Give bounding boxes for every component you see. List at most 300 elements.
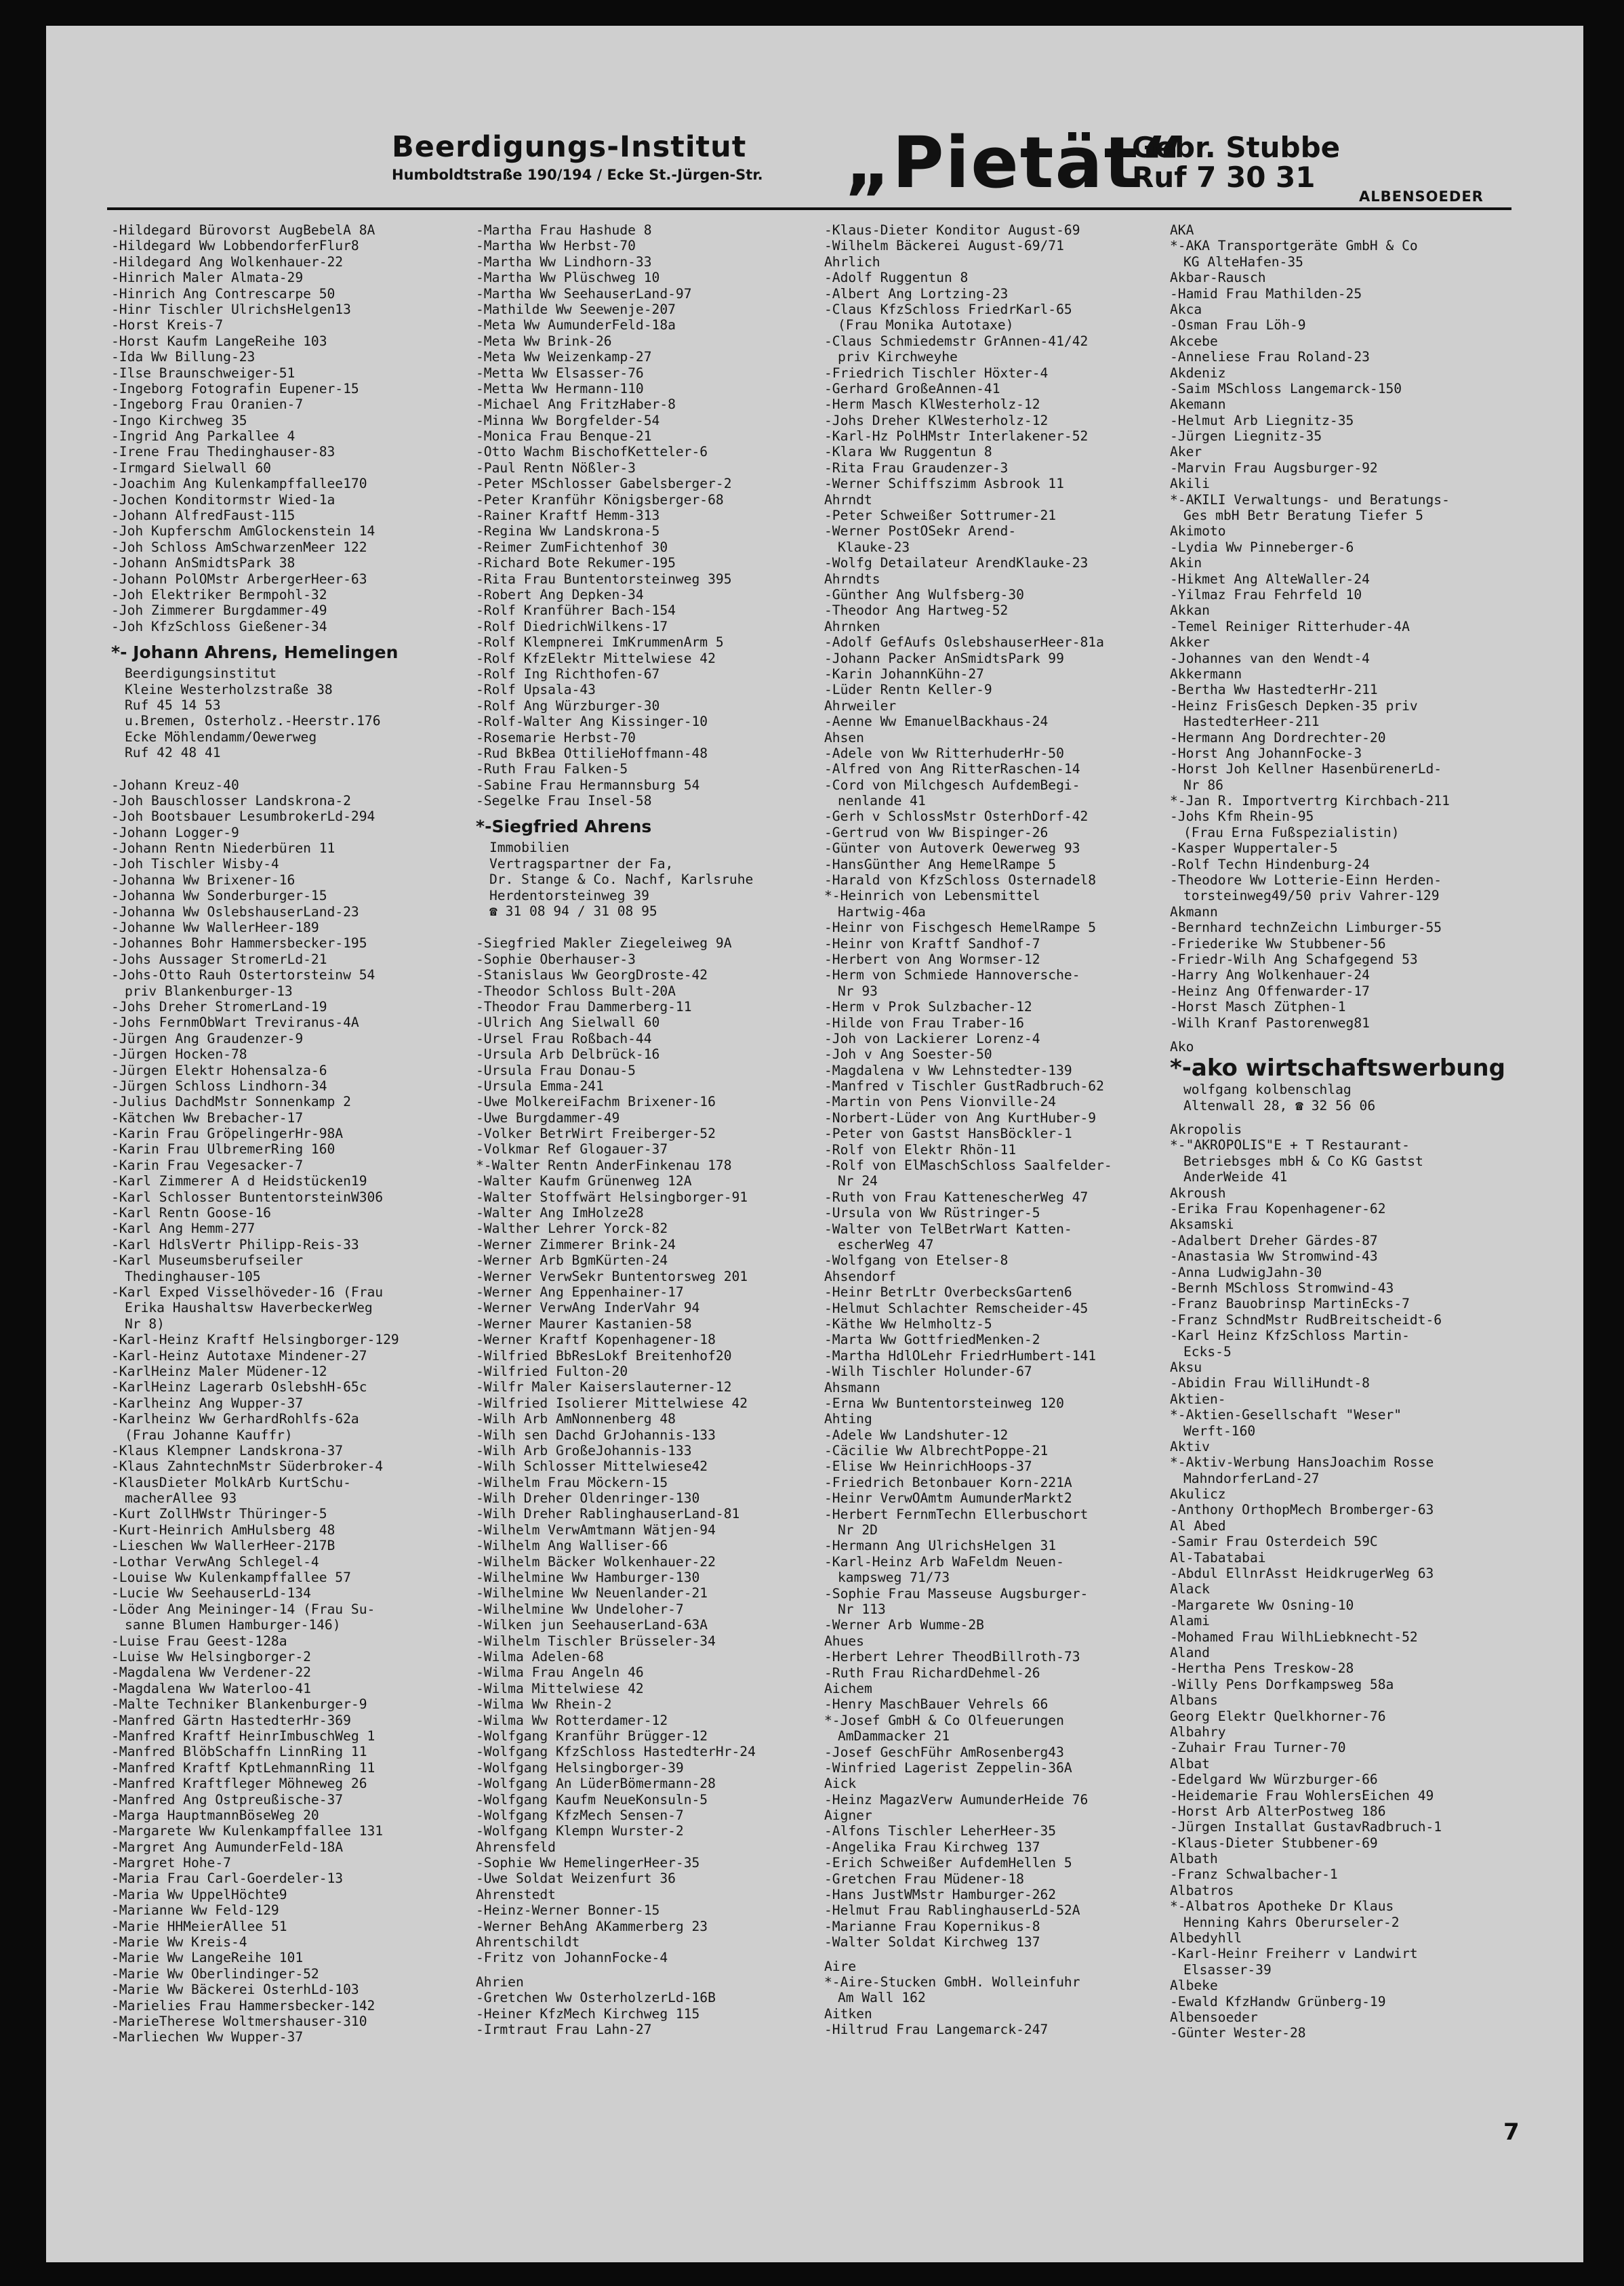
directory-entry: -Abidin Frau WilliHundt-8	[1170, 1375, 1370, 1391]
directory-entry: -Jürgen Elektr Hohensalza-6	[111, 1062, 327, 1078]
surname-heading: AKA	[1170, 222, 1194, 238]
directory-entry: -Anastasia Ww Stromwind-43	[1170, 1248, 1378, 1265]
directory-entry: -Wilhelm Bäckerei August-69/71	[824, 238, 1064, 254]
surname-heading: Aitken	[824, 2005, 872, 2022]
directory-entry: -Walther Lehrer Yorck-82	[476, 1221, 668, 1237]
directory-entry: -Adele Ww Landshuter-12	[824, 1427, 1009, 1443]
directory-entry: -Manfred Ang Ostpreußische-37	[111, 1791, 344, 1808]
surname-heading: Ahrien	[476, 1974, 524, 1990]
directory-entry: -Wilhelmine Ww Undeloher-7	[476, 1601, 684, 1617]
directory-entry: -Ingeborg Frau Oranien-7	[111, 396, 304, 413]
directory-entry: -Hinrich Ang Contrescarpe 50	[111, 285, 336, 302]
directory-entry: *-"AKROPOLIS"E + T Restaurant-	[1170, 1137, 1410, 1154]
directory-entry: -Joh Schloss AmSchwarzenMeer 122	[111, 539, 367, 555]
directory-entry: -Bernhard technZeichn Limburger-55	[1170, 920, 1442, 936]
surname-heading: Albath	[1170, 1851, 1218, 1867]
directory-entry: -Marvin Frau Augsburger-92	[1170, 460, 1378, 476]
surname-heading: Aire	[824, 1958, 857, 1974]
directory-entry: -Herbert von Ang Wormser-12	[824, 951, 1040, 967]
surname-heading: Ahsendorf	[824, 1268, 897, 1284]
entry-continuation: Nr 113	[838, 1601, 886, 1617]
directory-column-1	[111, 222, 450, 2045]
directory-entry: -Wilhelmine Ww Neuenlander-21	[476, 1585, 708, 1601]
owner-block	[1132, 131, 1341, 195]
directory-entry: -Günter von Autoverk Oewerweg 93	[824, 840, 1080, 857]
surname-heading: Ahsmann	[824, 1379, 880, 1395]
directory-entry: -Rita Frau Buntentorsteinweg 395	[476, 571, 732, 587]
directory-entry: -Johanna Ww Brixener-16	[111, 872, 296, 888]
directory-entry: -Ingo Kirchweg 35	[111, 412, 247, 428]
directory-entry: -Hinrich Maler Almata-29	[111, 270, 304, 286]
directory-entry: -Marielies Frau Hammersbecker-142	[111, 1997, 375, 2014]
surname-heading: Ahrlich	[824, 253, 880, 270]
spacer	[476, 919, 815, 927]
directory-entry: -Willy Pens Dorfkampsweg 58a	[1170, 1676, 1394, 1692]
directory-entry: -Marta Ww GottfriedMenken-2	[824, 1332, 1040, 1348]
directory-entry: -Anthony OrthopMech Bromberger-63	[1170, 1502, 1434, 1518]
directory-entry: -Hildegard Ang Wolkenhauer-22	[111, 253, 344, 270]
directory-entry: -Malte Techniker Blankenburger-9	[111, 1696, 367, 1713]
directory-entry: -Hildegard Bürovorst AugBebelA 8A	[111, 222, 375, 238]
entry-continuation: Ecke Möhlendamm/Oewerweg	[125, 729, 317, 745]
directory-entry: -Joh KfzSchloss Gießener-34	[111, 618, 327, 634]
directory-entry: -Herm von Schmiede Hannoversche-	[824, 967, 1080, 983]
directory-entry: -Osman Frau Löh-9	[1170, 317, 1306, 333]
directory-entry: -Michael Ang FritzHaber-8	[476, 396, 676, 413]
directory-entry: -Adalbert Dreher Gärdes-87	[1170, 1232, 1378, 1248]
directory-entry: -Ursula Frau Donau-5	[476, 1062, 636, 1078]
spacer	[111, 761, 450, 769]
directory-entry: -Wilma Frau Angeln 46	[476, 1665, 644, 1681]
directory-entry: -Helmut Schlachter Remscheider-45	[824, 1300, 1089, 1316]
directory-entry: -Karl Ang Hemm-277	[111, 1221, 256, 1237]
directory-entry: -Wolfgang Klempn Wurster-2	[476, 1823, 684, 1839]
directory-entry: -Peter Kranführ Königsberger-68	[476, 491, 724, 508]
directory-entry: -Norbert-Lüder von Ang KurtHuber-9	[824, 1109, 1097, 1126]
surname-heading: Alami	[1170, 1613, 1210, 1629]
directory-entry: -Kasper Wuppertaler-5	[1170, 840, 1338, 857]
directory-entry: -Abdul EllnrAsst HeidkrugerWeg 63	[1170, 1566, 1434, 1582]
entry-continuation: Nr 8)	[125, 1315, 165, 1332]
entry-continuation: Nr 2D	[838, 1522, 878, 1538]
directory-entry: -Cord von Milchgesch AufdemBegi-	[824, 777, 1080, 793]
entry-continuation: Werft-160	[1183, 1423, 1256, 1439]
directory-entry: -Günther Ang Wulfsberg-30	[824, 586, 1024, 603]
directory-entry: -Heinz FrisGesch Depken-35 priv	[1170, 697, 1418, 714]
directory-entry: -Peter Schweißer Sottrumer-21	[824, 508, 1057, 524]
directory-entry: -Harald von KfzSchloss Osternadel8	[824, 872, 1097, 889]
directory-entry: -Anneliese Frau Roland-23	[1170, 349, 1370, 365]
directory-entry: -Josef GeschFühr AmRosenberg43	[824, 1744, 1064, 1760]
directory-entry: -Wilfried BbResLokf Breitenhof20	[476, 1347, 732, 1364]
directory-entry: -Hilde von Frau Traber-16	[824, 1015, 1024, 1031]
directory-entry: -Klara Ww Ruggentun 8	[824, 444, 992, 460]
directory-entry: -Klaus Klempner Landskrona-37	[111, 1442, 344, 1458]
directory-entry: -Hildegard Ww LobbendorferFlur8	[111, 238, 359, 254]
directory-entry: -Metta Ww Elsasser-76	[476, 365, 644, 381]
directory-entry: -Erna Ww Buntentorsteinweg 120	[824, 1395, 1064, 1411]
directory-entry: -Gretchen Frau Müdener-18	[824, 1871, 1024, 1887]
owner-phone: Ruf 7 30 31	[1132, 161, 1316, 195]
directory-entry: -Martha HdlOLehr FriedrHumbert-141	[824, 1347, 1097, 1364]
directory-entry: -Siegfried Makler Ziegeleiweg 9A	[476, 935, 732, 952]
directory-entry: -Werner Schiffszimm Asbrook 11	[824, 476, 1064, 492]
directory-entry: -Uwe MolkereiFachm Brixener-16	[476, 1094, 716, 1110]
directory-entry: -Manfred v Tischler GustRadbruch-62	[824, 1078, 1104, 1095]
directory-entry: -Martha Ww SeehauserLand-97	[476, 285, 692, 302]
directory-entry: -Henry MaschBauer Vehrels 66	[824, 1696, 1049, 1713]
surname-heading: Akroush	[1170, 1185, 1226, 1201]
directory-entry: -Rolf von ElMaschSchloss Saalfelder-	[824, 1158, 1112, 1174]
directory-entry: -Heinr VerwOAmtm AumunderMarkt2	[824, 1490, 1072, 1507]
directory-entry: -Irmtraut Frau Lahn-27	[476, 2021, 652, 2037]
directory-entry: -Gerhard GroßeAnnen-41	[824, 380, 1000, 396]
surname-heading: Ahrensfeld	[476, 1839, 556, 1855]
directory-entry: -Wilma Mittelwiese 42	[476, 1680, 644, 1696]
directory-entry: -Ilse Braunschweiger-51	[111, 365, 296, 381]
directory-entry: -HansGünther Ang HemelRampe 5	[824, 856, 1057, 872]
surname-heading: Akkermann	[1170, 666, 1242, 682]
advertisement-name: *-ako wirtschaftswerbung	[1170, 1055, 1505, 1082]
directory-entry: -Wilhelmine Ww Hamburger-130	[476, 1570, 700, 1586]
surname-heading: Ahrndts	[824, 571, 880, 587]
directory-entry: -Wilh sen Dachd GrJohannis-133	[476, 1427, 716, 1443]
directory-entry: -Adolf Ruggentun 8	[824, 270, 969, 286]
directory-entry: -Werner Arb Wumme-2B	[824, 1617, 984, 1633]
directory-entry: *-Aktien-Gesellschaft "Weser"	[1170, 1407, 1402, 1423]
spacer	[1170, 1031, 1509, 1039]
directory-entry: -Ruth von Frau KattenescherWeg 47	[824, 1189, 1089, 1205]
entry-continuation: Nr 93	[838, 983, 878, 999]
directory-entry: -Rolf Kranführer Bach-154	[476, 603, 676, 619]
surname-heading: Ahsen	[824, 729, 864, 746]
directory-entry: -Rolf DiedrichWilkens-17	[476, 618, 668, 634]
entry-continuation: AnderWeide 41	[1183, 1169, 1288, 1185]
entry-continuation: torsteinweg49/50 priv Vahrer-129	[1183, 888, 1440, 904]
directory-entry: -Joh v Ang Soester-50	[824, 1046, 992, 1063]
directory-entry: -Karin Frau Vegesacker-7	[111, 1157, 304, 1173]
directory-entry: -Meta Ww Brink-26	[476, 333, 612, 349]
entry-continuation: u.Bremen, Osterholz.-Heerstr.176	[125, 713, 381, 729]
directory-entry: -Wilma Ww Rhein-2	[476, 1696, 612, 1713]
directory-entry: -Franz Schwalbacher-1	[1170, 1866, 1338, 1883]
directory-entry: -Wilh Schlosser Mittelwiese42	[476, 1458, 708, 1475]
directory-entry: -Gertrud von Ww Bispinger-26	[824, 824, 1049, 840]
directory-entry: -Wilma Ww Rotterdamer-12	[476, 1712, 668, 1728]
entry-continuation: wolfgang kolbenschlag	[1183, 1082, 1352, 1098]
directory-entry: -Ruth Frau RichardDehmel-26	[824, 1665, 1040, 1681]
directory-entry: -Wilh Dreher Oldenringer-130	[476, 1490, 700, 1507]
directory-entry: -Horst Masch Zütphen-1	[1170, 999, 1346, 1015]
directory-entry: -Ingeborg Fotografin Eupener-15	[111, 380, 359, 396]
directory-entry: -Jürgen Ang Graudenzer-9	[111, 1030, 304, 1046]
surname-heading: Akili	[1170, 476, 1210, 492]
directory-entry: -Theodor Ang Hartweg-52	[824, 603, 1009, 619]
directory-entry: -Johann Rentn Niederbüren 11	[111, 840, 336, 857]
directory-entry: -Ursula Emma-241	[476, 1078, 604, 1094]
surname-heading: Akimoto	[1170, 523, 1226, 539]
directory-entry: -Theodor Schloss Bult-20A	[476, 983, 676, 999]
directory-entry: -Harry Ang Wolkenhauer-24	[1170, 967, 1370, 983]
directory-entry: -Zuhair Frau Turner-70	[1170, 1740, 1346, 1756]
surname-heading: Akulicz	[1170, 1486, 1226, 1503]
directory-entry: -Minna Ww Borgfelder-54	[476, 412, 660, 428]
spacer	[476, 809, 815, 817]
directory-entry: -Johann Packer AnSmidtsPark 99	[824, 650, 1064, 666]
entry-continuation: Herdentorsteinweg 39	[489, 887, 649, 903]
directory-entry: -Heinz-Werner Bonner-15	[476, 1902, 660, 1919]
surname-heading: Ahrndt	[824, 491, 872, 508]
directory-entry: -Herm v Prok Sulzbacher-12	[824, 999, 1032, 1015]
directory-entry: -Kurt ZollHWstr Thüringer-5	[111, 1506, 327, 1522]
advertisement-name: *-Siegfried Ahrens	[476, 817, 652, 837]
directory-entry: -Marliechen Ww Wupper-37	[111, 2029, 304, 2045]
directory-entry: -Joachim Ang Kulenkampffallee170	[111, 476, 367, 492]
directory-entry: -Lothar VerwAng Schlegel-4	[111, 1553, 319, 1570]
directory-entry: -Heinr von Kraftf Sandhof-7	[824, 935, 1040, 952]
directory-entry: -Johs Dreher KlWesterholz-12	[824, 412, 1049, 428]
directory-entry: -Martha Ww Plüschweg 10	[476, 270, 660, 286]
directory-entry: -Wilh Arb GroßeJohannis-133	[476, 1442, 692, 1458]
directory-entry: -Johanna Ww OslebshauserLand-23	[111, 903, 359, 920]
directory-entry: -Volkmar Ref Glogauer-37	[476, 1141, 668, 1158]
directory-entry: -Wilfr Maler Kaiserslauterner-12	[476, 1379, 732, 1395]
surname-heading: Ahrentschildt	[476, 1934, 580, 1951]
directory-entry: -Heinz MagazVerw AumunderHeide 76	[824, 1791, 1089, 1808]
directory-entry: -Karin Frau GröpelingerHr-98A	[111, 1126, 344, 1142]
directory-entry: -Herm Masch KlWesterholz-12	[824, 396, 1040, 413]
directory-entry: -Wilhelm Bäcker Wolkenhauer-22	[476, 1553, 716, 1570]
advertisement-name: *- Johann Ahrens, Hemelingen	[111, 642, 399, 663]
directory-entry: -Wilken jun SeehauserLand-63A	[476, 1617, 708, 1633]
directory-entry: -Lucie Ww SeehauserLd-134	[111, 1585, 311, 1601]
directory-entry: -Bernh MSchloss Stromwind-43	[1170, 1280, 1394, 1296]
directory-entry: -Kurt-Heinrich AmHulsberg 48	[111, 1522, 336, 1538]
entry-continuation: escherWeg 47	[838, 1237, 934, 1252]
directory-entry: -Wolfgang Kranführ Brügger-12	[476, 1728, 708, 1744]
entry-continuation: Dr. Stange & Co. Nachf, Karlsruhe	[489, 872, 754, 888]
directory-entry: -Maria Frau Carl-Goerdeler-13	[111, 1871, 344, 1887]
directory-entry: -Stanislaus Ww GeorgDroste-42	[476, 967, 708, 983]
surname-heading: Aland	[1170, 1644, 1210, 1660]
surname-heading: Albeke	[1170, 1978, 1218, 1994]
directory-entry: -Edelgard Ww Würzburger-66	[1170, 1772, 1378, 1788]
directory-entry: -Saim MSchloss Langemarck-150	[1170, 380, 1402, 396]
spacer	[111, 634, 450, 642]
directory-entry: -Margret Ang AumunderFeld-18A	[111, 1839, 344, 1855]
directory-entry: -Adolf GefAufs OslebshauserHeer-81a	[824, 634, 1104, 651]
surname-heading: Ahting	[824, 1411, 872, 1427]
directory-entry: -Lydia Ww Pinneberger-6	[1170, 539, 1354, 555]
directory-entry: -Gerh v SchlossMstr OsterhDorf-42	[824, 809, 1089, 825]
surname-heading: Akin	[1170, 555, 1202, 571]
directory-entry: -Hikmet Ang AlteWaller-24	[1170, 571, 1370, 587]
directory-entry: -Johannes Bohr Hammersbecker-195	[111, 935, 367, 952]
directory-entry: -Wilfried Fulton-20	[476, 1363, 628, 1379]
directory-entry: -Margarete Ww Osning-10	[1170, 1597, 1354, 1613]
surname-heading: Georg Elektr Quelkhorner-76	[1170, 1708, 1386, 1724]
directory-entry: -Manfred Kraftf KptLehmannRing 11	[111, 1759, 375, 1776]
directory-entry: -Werner VerwSekr Buntentorsweg 201	[476, 1268, 748, 1284]
surname-heading: Aigner	[824, 1808, 872, 1824]
directory-entry: -Bertha Ww HastedterHr-211	[1170, 682, 1378, 698]
directory-entry: -Käthe Ww Helmholtz-5	[824, 1315, 992, 1332]
surname-heading: Aick	[824, 1776, 857, 1792]
directory-entry: -Volker BetrWirt Freiberger-52	[476, 1126, 716, 1142]
directory-entry: -Albert Ang Lortzing-23	[824, 285, 1009, 302]
directory-entry: *-Walter Rentn AnderFinkenau 178	[476, 1157, 732, 1173]
directory-entry: -Johann AlfredFaust-115	[111, 508, 296, 524]
directory-entry: -Sophie Ww HemelingerHeer-35	[476, 1855, 700, 1871]
page-number: 7	[1503, 2119, 1520, 2146]
directory-entry: -Wilma Adelen-68	[476, 1648, 604, 1665]
directory-entry: -Karl Schlosser BuntentorsteinW306	[111, 1189, 384, 1205]
surname-heading: Aksamski	[1170, 1217, 1234, 1233]
directory-entry: -Jürgen Schloss Lindhorn-34	[111, 1078, 327, 1094]
directory-entry: -Erich Schweißer AufdemHellen 5	[824, 1855, 1072, 1871]
directory-entry: -Meta Ww AumunderFeld-18a	[476, 317, 676, 333]
entry-continuation: Nr 24	[838, 1173, 878, 1189]
directory-entry: -Herbert FernmTechn Ellerbuschort	[824, 1506, 1089, 1522]
entry-continuation: Elsasser-39	[1183, 1961, 1272, 1978]
surname-heading: Ahrweiler	[824, 697, 897, 714]
entry-continuation: Am Wall 162	[838, 1990, 926, 2006]
surname-heading: Akcebe	[1170, 333, 1218, 349]
directory-entry: -Karl Rentn Goose-16	[111, 1205, 271, 1221]
spacer	[1170, 1114, 1509, 1122]
directory-entry: -Werner Maurer Kastanien-58	[476, 1315, 692, 1332]
directory-entry: -Winfried Lagerist Zeppelin-36A	[824, 1759, 1072, 1776]
directory-entry: -Marianne Frau Kopernikus-8	[824, 1918, 1040, 1934]
directory-entry: -Karl Exped Visselhöveder-16 (Frau	[111, 1284, 384, 1300]
directory-entry: -Adele von Ww RitterhuderHr-50	[824, 745, 1064, 761]
directory-entry: -Monica Frau Benque-21	[476, 428, 652, 445]
entry-continuation: kampsweg 71/73	[838, 1570, 950, 1586]
directory-entry: -Johann Logger-9	[111, 824, 239, 840]
directory-entry: -Rainer Kraftf Hemm-313	[476, 508, 660, 524]
directory-entry: -Wilh Kranf Pastorenweg81	[1170, 1015, 1370, 1031]
running-header-keyword: ALBENSOEDER	[1359, 188, 1484, 205]
directory-entry: -Heinr von Fischgesch HemelRampe 5	[824, 920, 1097, 936]
directory-entry: -Löder Ang Meininger-14 (Frau Su-	[111, 1601, 375, 1617]
directory-entry: -Jochen Konditormstr Wied-1a	[111, 491, 336, 508]
directory-entry: -Hiltrud Frau Langemarck-247	[824, 2022, 1049, 2038]
directory-entry: -Magdalena Ww Verdener-22	[111, 1665, 311, 1681]
directory-entry: -Elise Ww HeinrichHoops-37	[824, 1458, 1032, 1475]
directory-entry: -Karl-Heinz Autotaxe Mindener-27	[111, 1347, 367, 1364]
directory-column-2	[476, 222, 815, 2037]
directory-entry: -Werner VerwAng InderVahr 94	[476, 1300, 700, 1316]
directory-entry: -Johs Aussager StromerLd-21	[111, 951, 327, 967]
directory-entry: -Wilh Arb AmNonnenberg 48	[476, 1411, 676, 1427]
entry-continuation: sanne Blumen Hamburger-146)	[125, 1617, 341, 1633]
directory-entry: -Wolfgang Kaufm NeueKonsuln-5	[476, 1791, 708, 1808]
directory-entry: -Johannes van den Wendt-4	[1170, 650, 1370, 666]
directory-entry: -Heinr BetrLtr OverbecksGarten6	[824, 1284, 1072, 1301]
directory-entry: -Horst Arb AlterPostweg 186	[1170, 1803, 1386, 1819]
directory-entry: -Aenne Ww EmanuelBackhaus-24	[824, 714, 1049, 730]
directory-entry: -Rolf Ang Würzburger-30	[476, 697, 660, 714]
directory-entry: -Wilfried Isolierer Mittelwiese 42	[476, 1395, 748, 1411]
entry-continuation: Hartwig-46a	[838, 903, 926, 920]
directory-entry: -Peter von Gastst HansBöckler-1	[824, 1126, 1072, 1142]
directory-entry: -Wolfgang von Etelser-8	[824, 1252, 1009, 1269]
directory-entry: -Karl Zimmerer A d Heidstücken19	[111, 1173, 367, 1189]
directory-entry: -Walter Kaufm Grünenweg 12A	[476, 1173, 692, 1189]
directory-entry: *-AKILI Verwaltungs- und Beratungs-	[1170, 491, 1450, 508]
directory-entry: *-AKA Transportgeräte GmbH & Co	[1170, 238, 1418, 254]
directory-entry: -Werner Kraftf Kopenhagener-18	[476, 1332, 716, 1348]
directory-entry: -Klaus-Dieter Stubbener-69	[1170, 1835, 1378, 1851]
entry-continuation: Vertragspartner der Fa,	[489, 855, 674, 872]
directory-entry: -Joh Elektriker Bermpohl-32	[111, 586, 327, 603]
directory-entry: -Alfred von Ang RitterRaschen-14	[824, 761, 1080, 777]
directory-entry: *-Aktiv-Werbung HansJoachim Rosse	[1170, 1454, 1434, 1471]
directory-entry: -Wolfg Detailateur ArendKlauke-23	[824, 555, 1089, 571]
directory-entry: -Joh Tischler Wisby-4	[111, 856, 279, 872]
directory-entry: -Hinr Tischler UlrichsHelgen13	[111, 301, 351, 317]
directory-entry: -Ulrich Ang Sielwall 60	[476, 1015, 660, 1031]
directory-entry: -Franz Bauobrinsp MartinEcks-7	[1170, 1296, 1410, 1312]
directory-entry: -Johanna Ww Sonderburger-15	[111, 888, 327, 904]
directory-entry: -Rolf Upsala-43	[476, 682, 596, 698]
directory-entry: -Alfons Tischler LeherHeer-35	[824, 1823, 1057, 1839]
directory-page	[46, 26, 1583, 2262]
directory-entry: -Irene Frau Thedinghauser-83	[111, 444, 336, 460]
directory-entry: -KlausDieter MolkArb KurtSchu-	[111, 1474, 351, 1490]
directory-entry: -Marianne Ww Feld-129	[111, 1902, 279, 1919]
directory-entry: -Helmut Arb Liegnitz-35	[1170, 412, 1354, 428]
directory-entry: -Lüder Rentn Keller-9	[824, 682, 992, 698]
entry-continuation: KG AlteHafen-35	[1183, 253, 1303, 270]
owner-name: Gebr. Stubbe	[1132, 131, 1341, 164]
entry-continuation: nenlande 41	[838, 793, 926, 809]
directory-entry: -Meta Ww Weizenkamp-27	[476, 349, 652, 365]
directory-entry: -KarlHeinz Maler Müdener-12	[111, 1363, 327, 1379]
surname-heading: Aksu	[1170, 1359, 1202, 1375]
entry-continuation: Beerdigungsinstitut	[125, 666, 277, 682]
directory-entry: -Ida Ww Billung-23	[111, 349, 256, 365]
directory-entry: -Margarete Ww Kulenkampffallee 131	[111, 1823, 384, 1839]
directory-entry: -Manfred Gärtn HastedterHr-369	[111, 1712, 351, 1728]
directory-entry: -Wilh Dreher RablinghauserLand-81	[476, 1506, 740, 1522]
surname-heading: Akemann	[1170, 396, 1226, 413]
directory-entry: -Wolfgang KfzMech Sensen-7	[476, 1807, 684, 1823]
directory-entry: -Hamid Frau Mathilden-25	[1170, 285, 1362, 302]
directory-entry: -MarieTherese Woltmershauser-310	[111, 2013, 367, 2029]
directory-entry: -Friedrich Tischler Höxter-4	[824, 365, 1049, 381]
directory-entry: -Walter Stoffwärt Helsingborger-91	[476, 1189, 748, 1205]
directory-entry: -Walter Soldat Kirchweg 137	[824, 1934, 1040, 1951]
entry-continuation: ☎ 31 08 94 / 31 08 95	[489, 903, 657, 920]
directory-entry: -Jürgen Hocken-78	[111, 1046, 247, 1063]
entry-continuation: Ges mbH Betr Beratung Tiefer 5	[1183, 508, 1423, 524]
directory-entry: -Hermann Ang Dordrechter-20	[1170, 729, 1386, 746]
directory-entry: -Joh Kupferschm AmGlockenstein 14	[111, 523, 375, 539]
directory-entry: -Theodor Frau Dammerberg-11	[476, 998, 692, 1015]
entry-continuation: Kleine Westerholzstraße 38	[125, 681, 333, 697]
directory-entry: -Karl-Heinr Freiherr v Landwirt	[1170, 1946, 1418, 1962]
funeral-home-block	[392, 130, 763, 183]
directory-entry: -Johann PolOMstr ArbergerHeer-63	[111, 571, 367, 587]
directory-entry: -Ingrid Ang Parkallee 4	[111, 428, 296, 445]
directory-entry: -Karl-Hz PolHMstr Interlakener-52	[824, 428, 1089, 445]
directory-entry: -Johs Dreher StromerLand-19	[111, 998, 327, 1015]
spacer	[824, 1951, 1163, 1959]
directory-entry: -Marie Ww Kreis-4	[111, 1934, 247, 1951]
entry-continuation: Immobilien	[489, 840, 569, 856]
entry-continuation: Altenwall 28, ☎ 32 56 06	[1183, 1097, 1376, 1114]
